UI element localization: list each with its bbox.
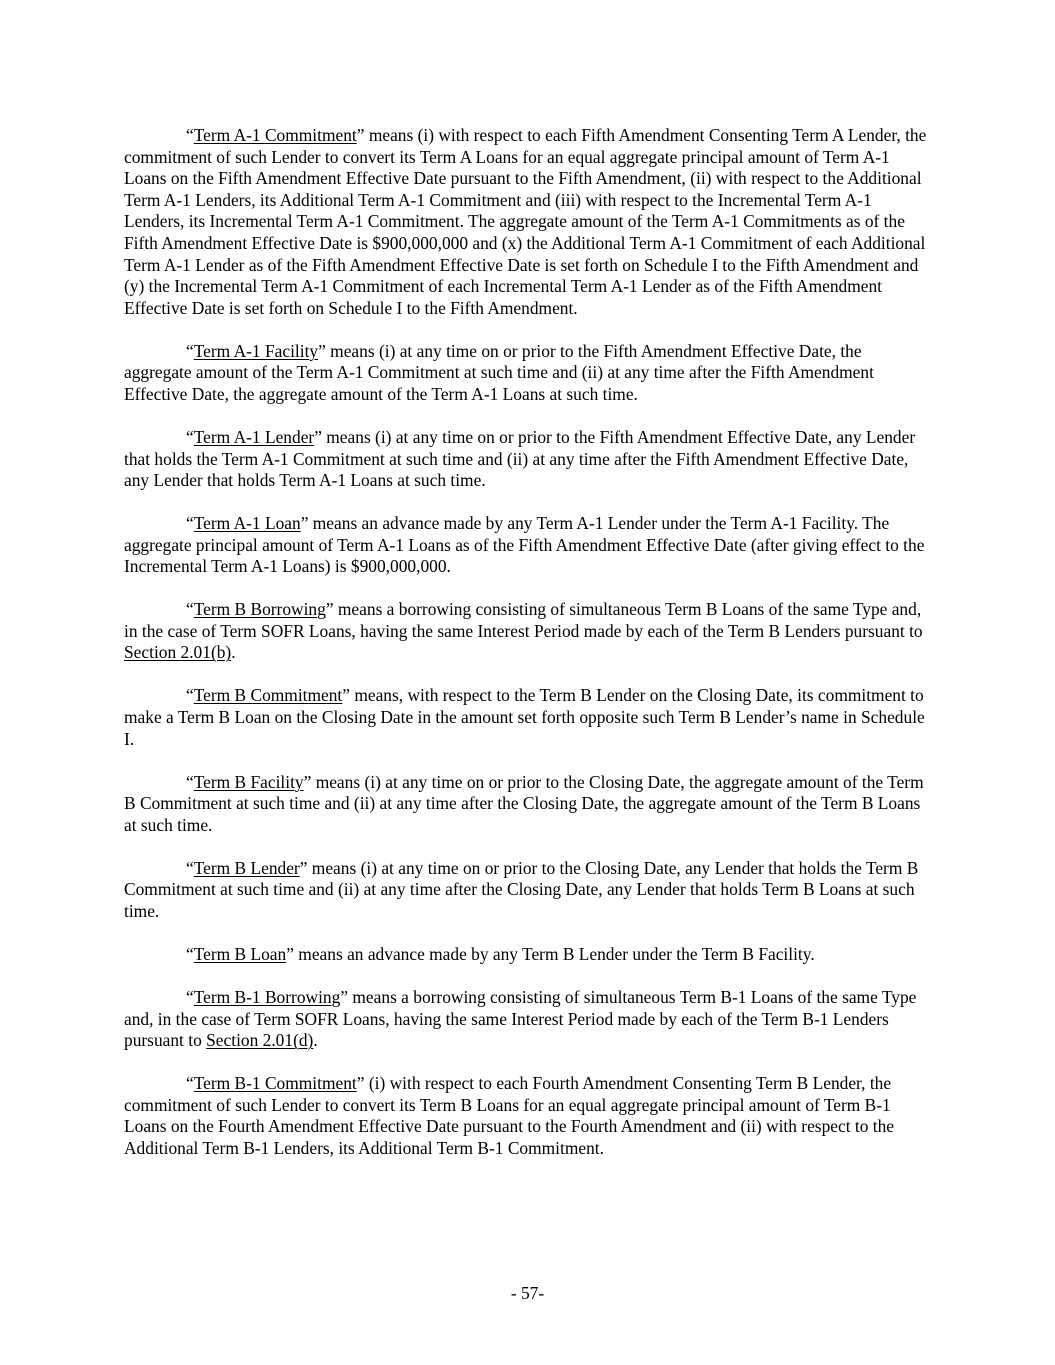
defined-term: Term A-1 Commitment <box>193 125 357 145</box>
open-quote: “ <box>186 340 194 361</box>
defined-term: Term A-1 Lender <box>193 426 315 447</box>
definition-term-b1-commitment <box>124 1073 931 1159</box>
defined-term: Term A-1 Facility <box>193 340 319 361</box>
open-quote: “ <box>186 599 194 620</box>
close-quote: ” <box>356 125 365 145</box>
open-quote: “ <box>186 1073 194 1094</box>
defined-term: Term B Borrowing <box>193 599 326 620</box>
open-quote: “ <box>186 125 194 145</box>
defined-term: Term B-1 Commitment <box>193 1073 357 1094</box>
defined-term: Term A-1 Loan <box>193 513 301 534</box>
close-quote: ” <box>300 513 309 534</box>
section-reference: Section 2.01(d) <box>206 1030 314 1051</box>
definition-text: (i) with respect to each Fourth Amendment Consenting Term B Lender, the commitment of such Lender to convert its Term B Loans for an equal aggregate principal amount of Term B-1 Loans on the Fourth Amendment Effective Date pursuant to the Fourth Amendment and (ii) with respect to the Additional Term B-1 Lenders, its Additional Term B-1 Commitment. <box>124 1073 895 1158</box>
open-quote: “ <box>186 857 194 878</box>
page-number: - 57- <box>510 1283 545 1303</box>
defined-term: Term B Commitment <box>193 685 343 706</box>
close-quote: ” <box>314 426 322 447</box>
definition-term-a1-commitment <box>124 125 931 319</box>
close-quote: ” <box>318 340 326 361</box>
definition-text: means a borrowing consisting of simultaneous Term B Loans of the same Type and, in the case of Term SOFR Loans, having the same Interest Period made by each of the Term B Lenders pursuant to <box>124 599 923 641</box>
definition-text: means (i) at any time on or prior to the Fifth Amendment Effective Date, any Lender that holds the Term A-1 Commitment at such time and (ii) at any time after the Fifth Amendment Effective Date, any Lender that holds Term A-1 Loans at such time. <box>124 426 916 491</box>
close-quote: ” <box>356 1073 365 1094</box>
definition-term-b1-borrowing <box>124 987 931 1052</box>
definition-term-b-facility <box>124 772 931 837</box>
definition-text-end: . <box>313 1030 318 1051</box>
close-quote: ” <box>303 771 312 792</box>
open-quote: “ <box>186 426 194 447</box>
definition-text: means (i) with respect to each Fifth Amendment Consenting Term A Lender, the commitment of such Lender to convert its Term A Loans for an equal aggregate principal amount of Term A-1 Loans on the Fifth Amendment Effective Date pursuant to the Fifth Amendment, (ii) with respect to the Additional Term A-1 Lenders, its Additional Term A-1 Commitment and (iii) with respect to the Incremental Term A-1 Lenders, its Incremental Term A-1 Commitment. The aggregate amount of the Term A-1 Commitments as of the Fifth Amendment Effective Date is $900,000,000 and (x) the Additional Term A-1 Commitment of each Additional Term A-1 Lender as of the Fifth Amendment Effective Date is set forth on Schedule I to the Fifth Amendment and (y) the Incremental Term A-1 Commitment of each Incremental Term A-1 Lender as of the Fifth Amendment Effective Date is set forth on Schedule I to the Fifth Amendment. <box>124 125 927 318</box>
definition-term-b-commitment <box>124 685 931 750</box>
definition-text: means (i) at any time on or prior to the Closing Date, the aggregate amount of the Term B Commitment at such time and (ii) at any time after the Closing Date, the aggregate amount of the Term B Loans at such time. <box>124 771 924 835</box>
definition-text: means an advance made by any Term B Lender under the Term B Facility. <box>293 943 815 964</box>
definition-text: means (i) at any time on or prior to the Closing Date, any Lender that holds the Term B Commitment at such time and (ii) at any time after the Closing Date, any Lender that holds Term B Loans at such time. <box>124 857 919 921</box>
defined-term: Term B Loan <box>193 943 287 964</box>
open-quote: “ <box>186 943 194 964</box>
section-reference: Section 2.01(b) <box>124 642 232 663</box>
open-quote: “ <box>186 685 194 706</box>
defined-term: Term B-1 Borrowing <box>193 986 341 1007</box>
defined-term: Term B Lender <box>193 857 300 878</box>
definition-text: means an advance made by any Term A-1 Lender under the Term A-1 Facility. The aggregate principal amount of Term A-1 Loans as of the Fifth Amendment Effective Date (after giving effect to the Incremental Term A-1 Loans) is $900,000,000. <box>124 513 925 577</box>
open-quote: “ <box>186 986 194 1007</box>
close-quote: ” <box>342 685 350 706</box>
open-quote: “ <box>186 771 194 792</box>
definition-text: means, with respect to the Term B Lender on the Closing Date, its commitment to make a Term B Loan on the Closing Date in the amount set forth opposite such Term B Lender’s name in Schedule I. <box>124 685 925 749</box>
definition-term-a1-lender <box>124 427 931 492</box>
close-quote: ” <box>286 943 294 964</box>
definition-term-b-loan <box>124 944 931 966</box>
close-quote: ” <box>340 986 349 1007</box>
definitions-body <box>124 125 931 1181</box>
definition-text-end: . <box>231 642 236 663</box>
open-quote: “ <box>186 513 194 534</box>
definition-text: means (i) at any time on or prior to the Fifth Amendment Effective Date, the aggregate amount of the Term A-1 Commitment at such time and (ii) at any time after the Fifth Amendment Effective Date, the aggregate amount of the Term A-1 Loans at such time. <box>124 340 874 404</box>
definition-term-a1-loan <box>124 513 931 578</box>
definition-text: means a borrowing consisting of simultaneous Term B-1 Loans of the same Type and, in the case of Term SOFR Loans, having the same Interest Period made by each of the Term B-1 Lenders pursuant to <box>124 986 917 1051</box>
close-quote: ” <box>299 857 308 878</box>
definition-term-b-lender <box>124 858 931 923</box>
definition-term-b-borrowing <box>124 599 931 664</box>
defined-term: Term B Facility <box>193 771 304 792</box>
definition-term-a1-facility <box>124 341 931 406</box>
close-quote: ” <box>325 599 334 620</box>
